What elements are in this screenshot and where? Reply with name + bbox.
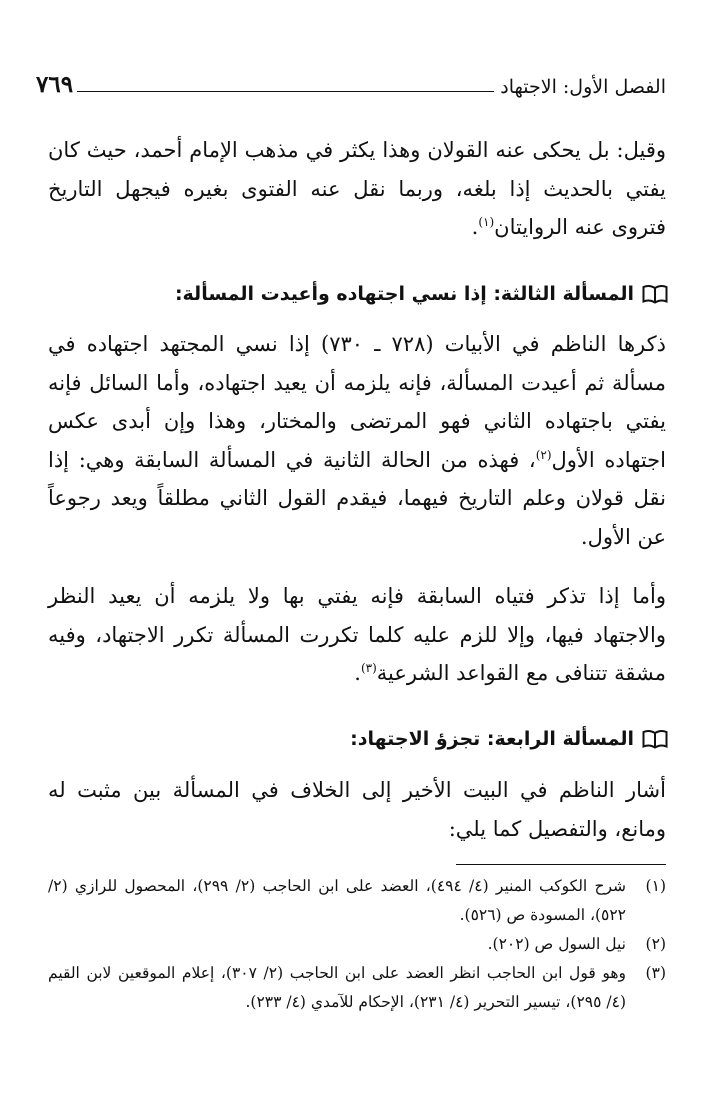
paragraph-2-tail: ، فهذه من الحالة الثانية في المسألة السابقة وهي: إذا نقل قولان وعلم التاريخ فيهما، فيقدم القول الثاني مطلقاً ويعد رجوعاً عن الأول.: [48, 447, 666, 549]
footnote-item: [48, 959, 666, 1017]
section-heading-3: [48, 283, 668, 305]
open-book-icon: [642, 284, 668, 304]
footnote-ref-1: (١): [478, 215, 495, 229]
footnote-text: نيل السول ص (٢٠٢).: [487, 935, 626, 953]
footnote-ref-2: (٢): [535, 447, 552, 462]
footnote-text: شرح الكوكب المنير (٤/ ٤٩٤)، العضد على ابن الحاجب (٢/ ٢٩٩)، المحصول للرازي (٢/ ٥٢٢)، المسودة ص (٥٢٦).: [48, 877, 627, 924]
footnotes: [48, 872, 666, 1017]
paragraph-1-text: وقيل: بل يحكى عنه القولان وهذا يكثر في مذهب الإمام أحمد، حيث كان يفتي بالحديث إذا بلغه، وربما نقل عنه الفتوى بغيره فيجهل التاريخ فتروى عنه الروايتان: [48, 138, 666, 239]
paragraph-2-text: ذكرها الناظم في الأبيات (٧٢٨ ـ ٧٣٠) إذا نسي المجتهد اجتهاده في مسألة ثم أعيدت المسألة، فإنه يلزمه أن يعيد اجتهاده، وأما السائل فإنه يفتي باجتهاده الثاني فهو المرتضى والمختار، وهذا وإن أبدى عكس اجتهاده الأول: [48, 332, 666, 472]
paragraph-3-text: وأما إذا تذكر فتياه السابقة فإنه يفتي بها ولا يلزمه أن يعيد النظر والاجتهاد فيها، وإلا للزم عليه كلما تكررت المسألة تكرر الاجتهاد، وفيه مشقة تتنافى مع القواعد الشرعية: [48, 584, 666, 685]
footnote-number: (٣): [645, 964, 666, 982]
paragraph-4: [48, 771, 666, 848]
paragraph-1-tail: .: [471, 215, 479, 239]
page-number: ٧٦٩: [36, 71, 74, 98]
running-header: [36, 68, 666, 98]
paragraph-1: [48, 131, 666, 247]
paragraph-3: [48, 577, 666, 693]
header-rule: [77, 91, 494, 92]
heading-3-text: المسألة الثالثة: إذا نسي اجتهاده وأعيدت المسألة:: [174, 283, 634, 305]
paragraph-2: [48, 325, 666, 556]
open-book-icon: [642, 729, 668, 749]
heading-4-text: المسألة الرابعة: تجزؤ الاجتهاد:: [350, 728, 634, 750]
footnote-ref-3: (٣): [360, 661, 377, 675]
section-heading-4: [48, 728, 668, 750]
paragraph-3-tail: .: [354, 661, 361, 685]
footnote-separator: [456, 864, 666, 865]
footnote-item: [48, 930, 666, 959]
paragraph-4-text: أشار الناظم في البيت الأخير إلى الخلاف في المسألة بين مثبت له ومانع، والتفصيل كما يلي:: [48, 778, 666, 841]
footnote-number: (٢): [645, 935, 666, 953]
footnote-number: (١): [645, 877, 666, 895]
footnote-item: [48, 872, 666, 930]
chapter-title: الفصل الأول: الاجتهاد: [500, 76, 666, 98]
footnote-text: وهو قول ابن الحاجب انظر العضد على ابن الحاجب (٢/ ٣٠٧)، إعلام الموقعين لابن القيم (٤/ ٢٩٥)، تيسير التحرير (٤/ ٢٣١)، الإحكام للآمدي (٤/ ٢٣٣).: [48, 964, 626, 1011]
